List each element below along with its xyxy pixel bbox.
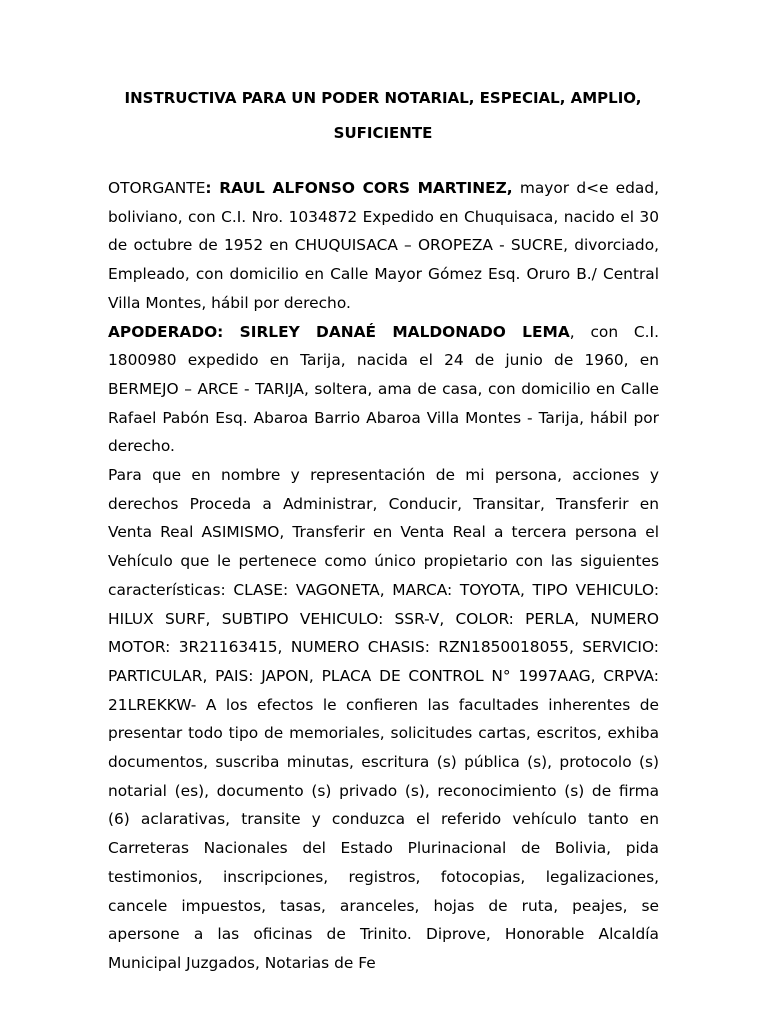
purpose-paragraph: Para que en nombre y representación de mi persona, acciones y derechos Proceda a Administrar, Conducir, Transitar, Transferir en Venta Real ASIMISMO, Transferir en Venta Real a tercera persona el Vehículo que le pertenece como único propietario con las siguientes características: CLASE: VAGONETA, MARCA: TOYOTA, TIPO VEHICULO: HILUX SURF, SUBTIPO VEHICULO: SSR-V, COLOR: PERLA, NUMERO MOTOR: 3R21163415, NUMERO CHASIS: RZN1850018055, SERVICIO: PARTICULAR, PAIS: JAPON, PLACA DE CONTROL N° 1997AAG, CRPVA: 21LREKKW- A los efectos le confieren las facultades inherentes de presentar todo tipo de memoriales, solicitudes cartas, escritos, exhiba documentos, suscriba minutas, escritura (s) pública (s), protocolo (s) notarial (es), documento (s) privado (s), reconocimiento (s) de firma (6) aclarativas, transite y conduzca el referido vehículo tanto en Carreteras Nacionales del Estado Plurinacional de Bolivia, pida testimonios, inscripciones, registros, fotocopias, legalizaciones, cancele impuestos, tasas, aranceles, hojas de ruta, peajes, se apersone a las oficinas de Trinito. Diprove, Honorable Alcaldía Municipal Juzgados, Notarias de Fe — [108, 466, 659, 972]
document-title-line2: SUFICIENTE — [333, 124, 433, 142]
otorgante-name: : RAUL ALFONSO CORS MARTINEZ, — [205, 179, 513, 197]
apoderado-label: APODERADO: SIRLEY DANAÉ MALDONADO LEMA — [108, 322, 570, 341]
otorgante-details: mayor d<e edad, boliviano, con C.I. Nro. 1034872 Expedido en Chuquisaca, nacido el 30 de octubre de 1952 en CHUQUISACA – OROPEZA - SUCRE, divorciado, Empleado, con domicilio en Calle Mayor Gómez Esq. Oruro B./ Central Villa Montes, hábil por derecho. — [108, 179, 660, 312]
otorgante-paragraph — [108, 174, 659, 318]
otorgante-label: OTORGANTE — [108, 179, 206, 197]
apoderado-paragraph — [108, 318, 659, 462]
document-title-line1: INSTRUCTIVA PARA UN PODER NOTARIAL, ESPECIAL, AMPLIO, — [124, 89, 642, 107]
document-body — [108, 174, 659, 978]
apoderado-details: , con C.I. 1800980 expedido en Tarija, nacida el 24 de junio de 1960, en BERMEJO – ARCE - TARIJA, soltera, ama de casa, con domicilio en Calle Rafael Pabón Esq. Abaroa Barrio Abaroa Villa Montes - Tarija, hábil por derecho. — [108, 322, 659, 456]
